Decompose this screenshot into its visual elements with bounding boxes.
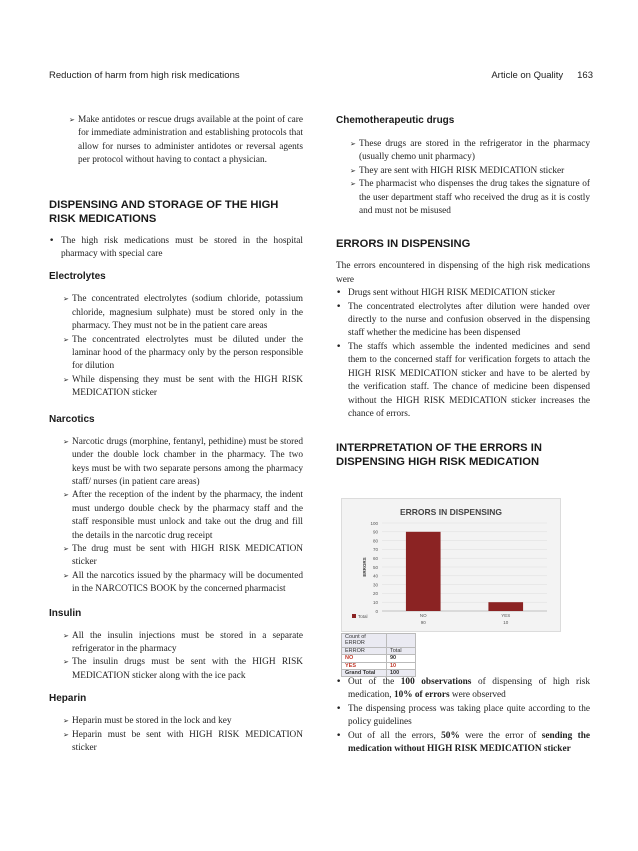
y-tick-label: 100: [370, 520, 378, 526]
y-tick-label: 50: [372, 564, 378, 570]
narcotics-list: [49, 436, 303, 597]
y-tick-label: 60: [372, 556, 378, 561]
arrow-item: ➢ They are sent with HIGH RISK MEDICATION sticker: [350, 165, 565, 176]
section-heading-interpretation: INTERPRETATION OF THE ERRORS IN DISPENSING HIGH RISK MEDICATION: [336, 442, 542, 469]
section-heading-errors: ERRORS IN DISPENSING: [336, 238, 471, 251]
arrow-item: ➢ After the reception of the indent by the pharmacy, the indent must undergo double check by the pharmacy staff and the staff responsible must unlock and take out the drug and fill the details in the narcotic drug receipt: [63, 490, 303, 541]
y-tick-label: 30: [372, 582, 378, 588]
subheading-electrolytes: Electrolytes: [49, 271, 106, 283]
left-column: [49, 114, 303, 755]
electrolytes-list: [49, 293, 303, 400]
bullet-item: • Drugs sent without HIGH RISK MEDICATION sticker: [336, 287, 590, 300]
intro-list: [49, 114, 303, 168]
subheading-heparin: Heparin: [49, 693, 87, 705]
arrow-item: ➢ These drugs are stored in the refrigerator in the pharmacy (usually chemo unit pharmacy): [350, 139, 590, 163]
heparin-list: [49, 715, 303, 755]
running-header-section: [491, 70, 593, 81]
summary-bullet-process: • The dispensing process was taking place quite according to the policy guidelines: [336, 703, 590, 730]
pivot-row: NO 90: [342, 655, 416, 662]
section-heading-dispensing: DISPENSING AND STORAGE OF THE HIGH RISK MEDICATIONS: [49, 198, 279, 225]
y-tick-label: 20: [372, 591, 378, 597]
arrow-item: ➢ While dispensing they must be sent with the HIGH RISK MEDICATION sticker: [63, 374, 303, 399]
chart-canvas: [342, 499, 560, 631]
pivot-grand-row: Grand Total 100: [342, 670, 416, 677]
bullet-item: • The high risk medications must be stored in the hospital pharmacy with special care: [49, 235, 303, 262]
pivot-header-row: [342, 647, 416, 654]
right-column: [336, 114, 590, 469]
legend-label: Total: [358, 614, 368, 619]
page-number: 163: [577, 70, 593, 81]
errors-chart: [341, 498, 561, 632]
data-label: 90: [420, 620, 426, 625]
arrow-item: ➢ The concentrated electrolytes must be diluted under the laminar hood of the pharmacy only by the person responsible for dilution: [63, 334, 303, 372]
running-header-title: Reduction of harm from high risk medications: [49, 70, 240, 81]
legend-swatch: [352, 614, 356, 618]
arrow-item: ➢ All the insulin injections must be stored in a separate refrigerator in the pharmacy: [63, 630, 303, 654]
bullet-item: • The concentrated electrolytes after dilution were handed over directly to the nurse and confusion observed in the dispensing staff whether the medicine has been dispensed: [336, 301, 590, 341]
arrow-item: ➢ The drug must be sent with HIGH RISK MEDICATION sticker: [63, 543, 303, 568]
subheading-narcotics: Narcotics: [49, 413, 95, 425]
arrow-item: ➢ Heparin must be sent with HIGH RISK MEDICATION sticker: [63, 729, 303, 753]
subheading-insulin: Insulin: [49, 607, 82, 619]
x-tick-label: YES: [501, 613, 511, 618]
pivot-row: YES 10: [342, 662, 416, 669]
arrow-item: ➢ Narcotic drugs (morphine, fentanyl, pethidine) must be stored under the double lock chamber in the pharmacy. The two keys must be with two separate persons among the pharmacy staff/ nurses (in patient care areas): [63, 436, 303, 487]
arrow-item: ➢ The pharmacist who dispenses the drug takes the signature of the user department staff who received the drug as it is costly and must not be misused: [350, 179, 590, 217]
bullet-item: • The staffs which assemble the indented medicines and send them to the concerned staff for verification forgets to attach the HIGH RISK MEDICATION sticker and have to be alerted by the verification staff. The chance of medicine been dispensed without the HIGH RISK MEDICATION sticker increases the chance of errors.: [336, 341, 590, 421]
arrow-item: ➢ The insulin drugs must be sent with the HIGH RISK MEDICATION sticker along with the ice pack: [63, 657, 303, 681]
pivot-title-row: [342, 634, 416, 648]
summary-bullet-sticker: • Out of all the errors, 50% were the error of sending the medication without HIGH RISK MEDICATION sticker: [336, 730, 590, 757]
section-label: Article on Quality: [491, 70, 564, 81]
pivot-col1: ERROR: [342, 647, 387, 654]
dispensing-bullets: [49, 235, 303, 262]
errors-bullets: [336, 287, 590, 421]
subheading-chemotherapeutic: Chemotherapeutic drugs: [336, 115, 455, 126]
summary-bullet-observations: • Out of the 100 observations of dispensing of high risk medication, 10% of errors were observed: [336, 676, 590, 703]
chemo-list: [336, 138, 590, 218]
data-label: 10: [503, 620, 509, 625]
y-axis-label: ERRORS: [362, 557, 367, 577]
y-tick-label: 70: [372, 547, 378, 553]
arrow-item: ➢ All the narcotics issued by the pharmacy will be documented in the NARCOTICS BOOK by the concerned pharmacist: [63, 570, 303, 595]
pivot-col2: Total: [387, 647, 416, 654]
pivot-title: Count of ERROR: [342, 634, 387, 648]
arrow-item: ➢ The concentrated electrolytes (sodium chloride, potassium chloride, magnesium sulphate) must be stored only in the pharmacy. They must not be in the patient care areas: [63, 294, 303, 332]
summary-bullets: [336, 676, 590, 756]
y-tick-label: 90: [372, 529, 378, 535]
y-tick-label: 0: [375, 608, 378, 614]
pivot-table: [341, 633, 416, 677]
y-tick-label: 10: [372, 600, 378, 605]
errors-intro: The errors encountered in dispensing of the high risk medications were: [336, 261, 590, 285]
arrow-item: ➢ Heparin must be stored in the lock and key: [63, 716, 232, 727]
insulin-list: [49, 630, 303, 684]
chart-title: ERRORS IN DISPENSING: [399, 507, 503, 517]
x-tick-label: NO: [419, 613, 427, 618]
arrow-item: ➢ Make antidotes or rescue drugs available at the point of care for immediate administration and establishing protocols that allow for nurses to administer antidotes or reversal agents per protocol without having to contact a physician.: [69, 115, 303, 166]
y-tick-label: 40: [372, 573, 378, 579]
bar-yes: [488, 602, 523, 611]
y-tick-label: 80: [372, 538, 378, 544]
bar-no: [406, 532, 441, 611]
